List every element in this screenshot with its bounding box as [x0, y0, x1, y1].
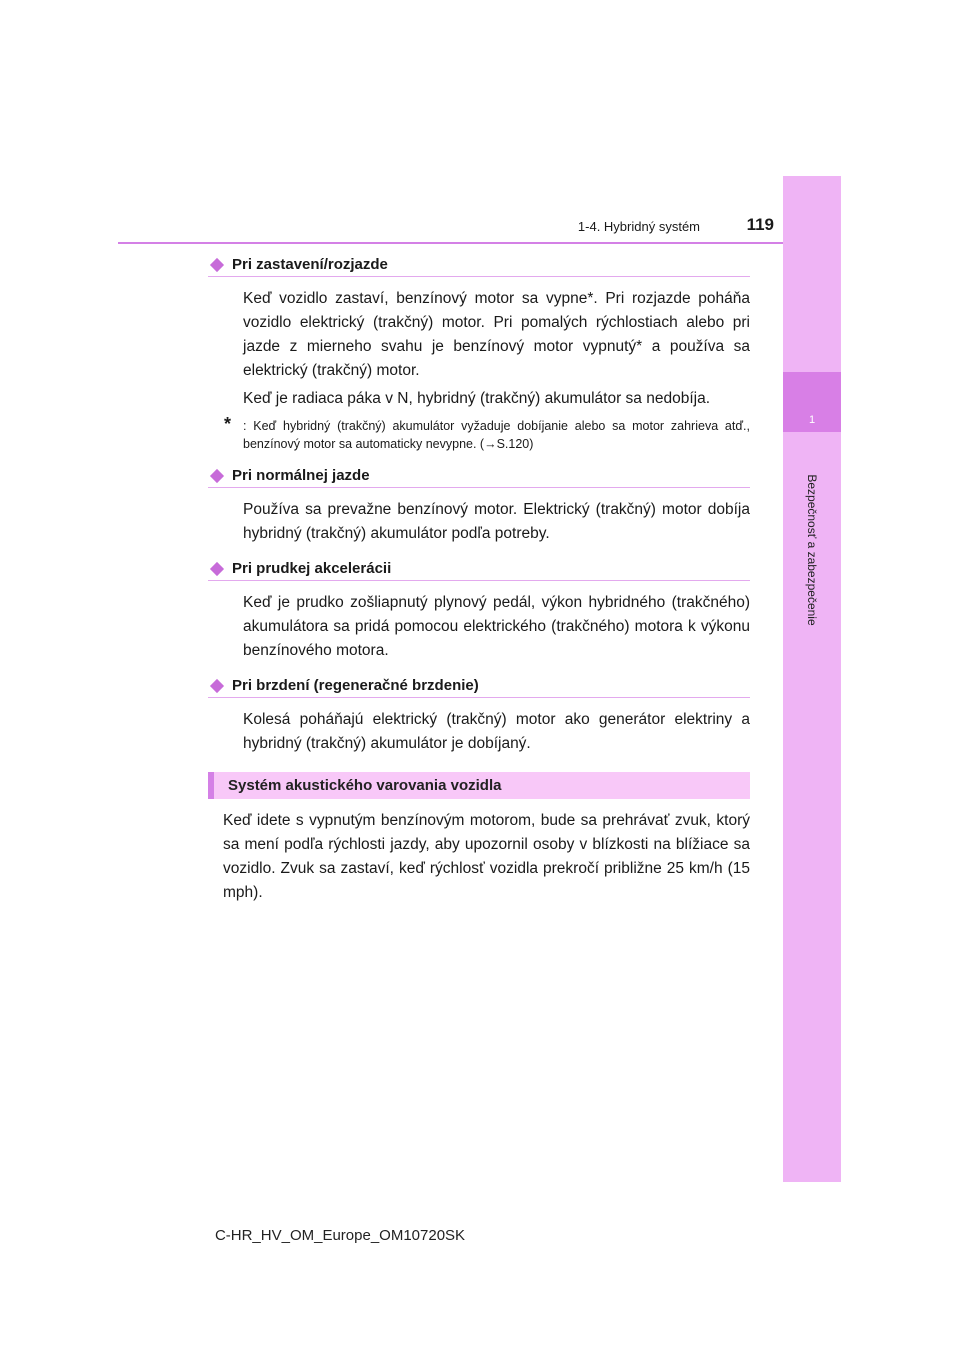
sub-heading-text: Pri brzdení (regeneračné brzdenie) — [232, 677, 479, 694]
sub-heading-text: Pri normálnej jazde — [232, 467, 370, 484]
paragraph: Keď je radiaca páka v N, hybridný (trakčný) akumulátor sa nedobíja. — [243, 390, 711, 407]
paragraph: Používa sa prevažne benzínový motor. Elektrický (trakčný) motor dobíja hybridný (trakčný) akumulátor podľa potreby. — [243, 501, 750, 542]
header-section-title: 1-4. Hybridný systém — [577, 219, 700, 234]
diamond-bullet-icon — [210, 257, 224, 271]
diamond-bullet-icon — [210, 468, 224, 482]
sub-heading-stopping — [208, 256, 750, 277]
sub-heading-acceleration — [208, 560, 750, 581]
chapter-side-tab — [783, 176, 841, 1182]
chapter-title: Bezpečnosť a zabezpečenie — [805, 474, 819, 626]
footnote-text: : Keď hybridný (trakčný) akumulátor vyžaduje dobíjanie alebo sa motor zahrieva atď., benzínový motor sa automaticky nevypne. (→S.120) — [243, 419, 750, 451]
sub-heading-normal-driving — [208, 467, 750, 488]
paragraph: Kolesá poháňajú elektrický (trakčný) motor ako generátor elektriny a hybridný (trakčný) akumulátor je dobíjaný. — [243, 711, 750, 752]
paragraph: Keď idete s vypnutým benzínovým motorom, bude sa prehrávať zvuk, ktorý sa mení podľa rýchlosti jazdy, aby upozornil osoby v blízkosti na blížiace sa vozidlo. Zvuk sa zastaví, keď rýchlosť vozidla prekročí približne 25 km/h (15 mph). — [223, 812, 750, 901]
diamond-bullet-icon — [210, 561, 224, 575]
sub-heading-braking — [208, 677, 750, 698]
paragraph: Keď vozidlo zastaví, benzínový motor sa vypne*. Pri rozjazde poháňa vozidlo elektrický (trakčný) motor. Pri pomalých rýchlostiach alebo pri jazde z mierneho svahu je benzínový motor vypnutý* a používa sa elektrický (trakčný) motor. — [243, 290, 750, 379]
sub-heading-text: Pri zastavení/rozjazde — [232, 256, 388, 273]
paragraph: Keď je prudko zošliapnutý plynový pedál, výkon hybridného (trakčného) akumulátora sa pridá pomocou elektrického (trakčného) motora k výkonu benzínového motora. — [243, 594, 750, 659]
document-code: C-HR_HV_OM_Europe_OM10720SK — [214, 1227, 466, 1244]
footnote-mark: * — [224, 414, 232, 434]
header-rule — [118, 242, 783, 244]
chapter-number: 1 — [808, 414, 816, 426]
footnote — [224, 414, 750, 453]
page-number: 119 — [746, 215, 774, 234]
page-content — [208, 248, 750, 905]
diamond-bullet-icon — [210, 678, 224, 692]
sub-heading-text: Pri prudkej akcelerácii — [232, 560, 392, 577]
section-heading-acoustic-warning: Systém akustického varovania vozidla — [208, 772, 750, 799]
